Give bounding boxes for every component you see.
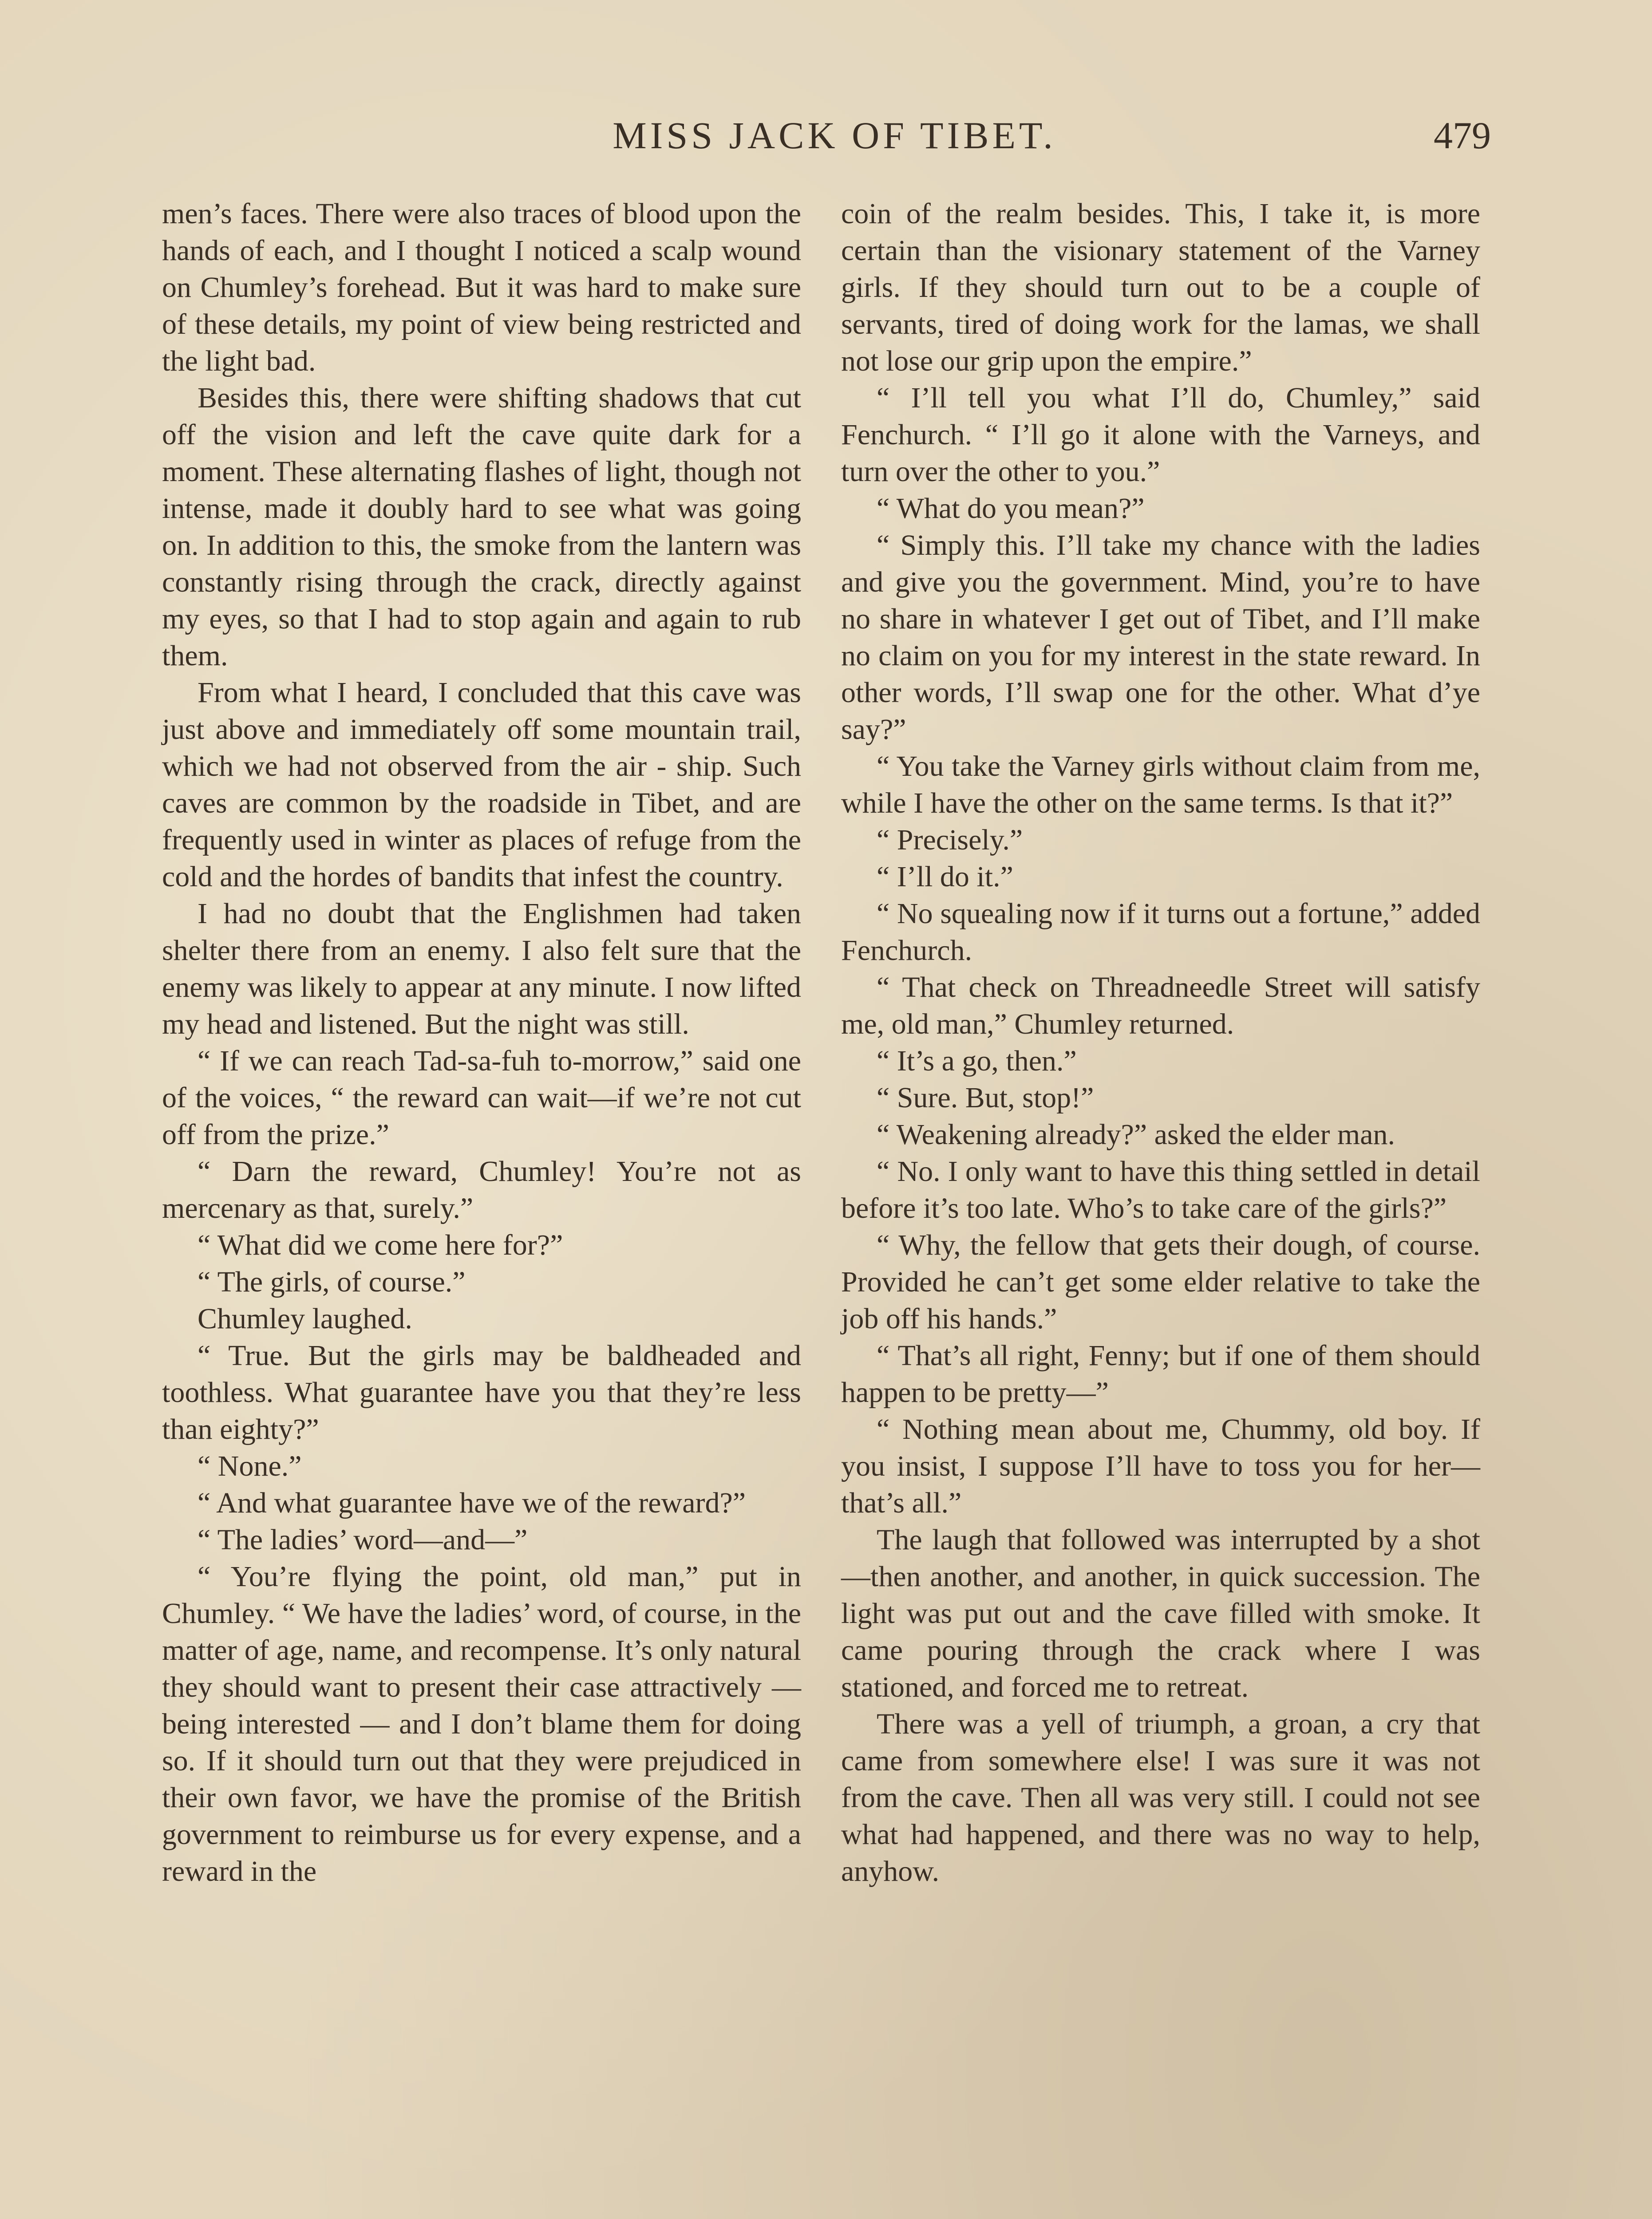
paragraph: Besides this, there were shifting shadows that cut off the vision and left the cave quite dark for a moment. These alternating flashes of light, though not intense, made it doubly hard to see what was going on. In addition to this, the smoke from the lantern was constantly rising through the crack, directly against my eyes, so that I had to stop again and again to rub them. [162,382,801,672]
paragraph: “ What did we come here for?” [198,1229,563,1261]
paragraph: “ No squealing now if it turns out a fortune,” added Fenchurch. [841,897,1480,967]
paragraph: The laugh that followed was interrupted by a shot—then another, and another, in quick succession. The light was put out and the cave filled with smoke. It came pouring through the crack where I was stationed, and forced me to retreat. [841,1524,1480,1703]
paragraph: “ It’s a go, then.” [877,1045,1077,1077]
paragraph: “ What do you mean?” [877,492,1145,525]
running-title: MISS JACK OF TIBET. [613,114,1056,157]
paragraph: “ I’ll tell you what I’ll do, Chumley,” said Fenchurch. “ I’ll go it alone with the Varneys, and turn over the other to you.” [841,382,1480,488]
paragraph: “ True. But the girls may be baldheaded and toothless. What guarantee have you that they’re less than eighty?” [162,1339,801,1445]
right-column [841,195,1480,1890]
paragraph: I had no doubt that the Englishmen had taken shelter there from an enemy. I also felt sure that the enemy was likely to appear at any minute. I now lifted my head and listened. But the night was still. [162,897,801,1040]
paragraph: “ Nothing mean about me, Chummy, old boy. If you insist, I suppose I’ll have to toss you for her—that’s all.” [841,1413,1480,1519]
paragraph: “ Darn the reward, Chumley! You’re not as mercenary as that, surely.” [162,1155,801,1224]
paragraph: “ No. I only want to have this thing settled in detail before it’s too late. Who’s to take care of the girls?” [841,1155,1480,1224]
paragraph: “ If we can reach Tad-sa-fuh to-morrow,” said one of the voices, “ the reward can wait—if we’re not cut off from the prize.” [162,1045,801,1151]
paragraph: “ I’ll do it.” [877,861,1013,893]
paragraph: “ The girls, of course.” [198,1266,466,1298]
paragraph: There was a yell of triumph, a groan, a cry that came from somewhere else! I was sure it was not from the cave. Then all was very still. I could not see what had happened, and there was no way to help, anyhow. [841,1708,1480,1887]
paragraph: Chumley laughed. [198,1303,412,1335]
paragraph: “ You’re flying the point, old man,” put in Chumley. “ We have the ladies’ word, of course, in the matter of age, name, and recompense. It’s only natural they should want to present their case attractively — being interested — and I don’t blame them for doing so. If it should turn out that they were prejudiced in their own favor, we have the promise of the British government to reimburse us for every expense, and a reward in the [162,1560,801,1887]
paragraph: From what I heard, I concluded that this cave was just above and immediately off some mountain trail, which we had not observed from the air - ship. Such caves are common by the roadside in Tibet, and are frequently used in winter as places of refuge from the cold and the hordes of bandits that infest the country. [162,676,801,893]
paragraph: “ Weakening already?” asked the elder man. [877,1118,1395,1151]
paragraph: coin of the realm besides. This, I take it, is more certain than the visionary statement of the Varney girls. If they should turn out to be a couple of servants, tired of doing work for the lamas, we shall not lose our grip upon the empire.” [841,197,1480,377]
paragraph: “ Sure. But, stop!” [877,1082,1094,1114]
paragraph: “ And what guarantee have we of the reward?” [198,1487,746,1519]
paragraph: “ None.” [198,1450,302,1482]
paragraph: “ That check on Threadneedle Street will satisfy me, old man,” Chumley returned. [841,971,1480,1040]
page-header [0,113,1652,171]
paragraph: “ Simply this. I’ll take my chance with the ladies and give you the government. Mind, you’re to have no share in whatever I get out of Tibet, and I’ll make no claim on you for my interest in the state reward. In other words, I’ll swap one for the other. What d’ye say?” [841,529,1480,746]
paragraph: “ You take the Varney girls without claim from me, while I have the other on the same terms. Is that it?” [841,750,1480,819]
page-number: 479 [1434,114,1491,157]
left-column [162,195,801,1890]
paragraph: “ That’s all right, Fenny; but if one of them should happen to be pretty—” [841,1339,1480,1409]
paragraph: “ Why, the fellow that gets their dough, of course. Provided he can’t get some elder relative to take the job off his hands.” [841,1229,1480,1335]
paragraph: “ Precisely.” [877,824,1023,856]
paragraph: men’s faces. There were also traces of blood upon the hands of each, and I thought I noticed a scalp wound on Chumley’s forehead. But it was hard to make sure of these details, my point of view being restricted and the light bad. [162,197,801,377]
paragraph: “ The ladies’ word—and—” [198,1524,528,1556]
